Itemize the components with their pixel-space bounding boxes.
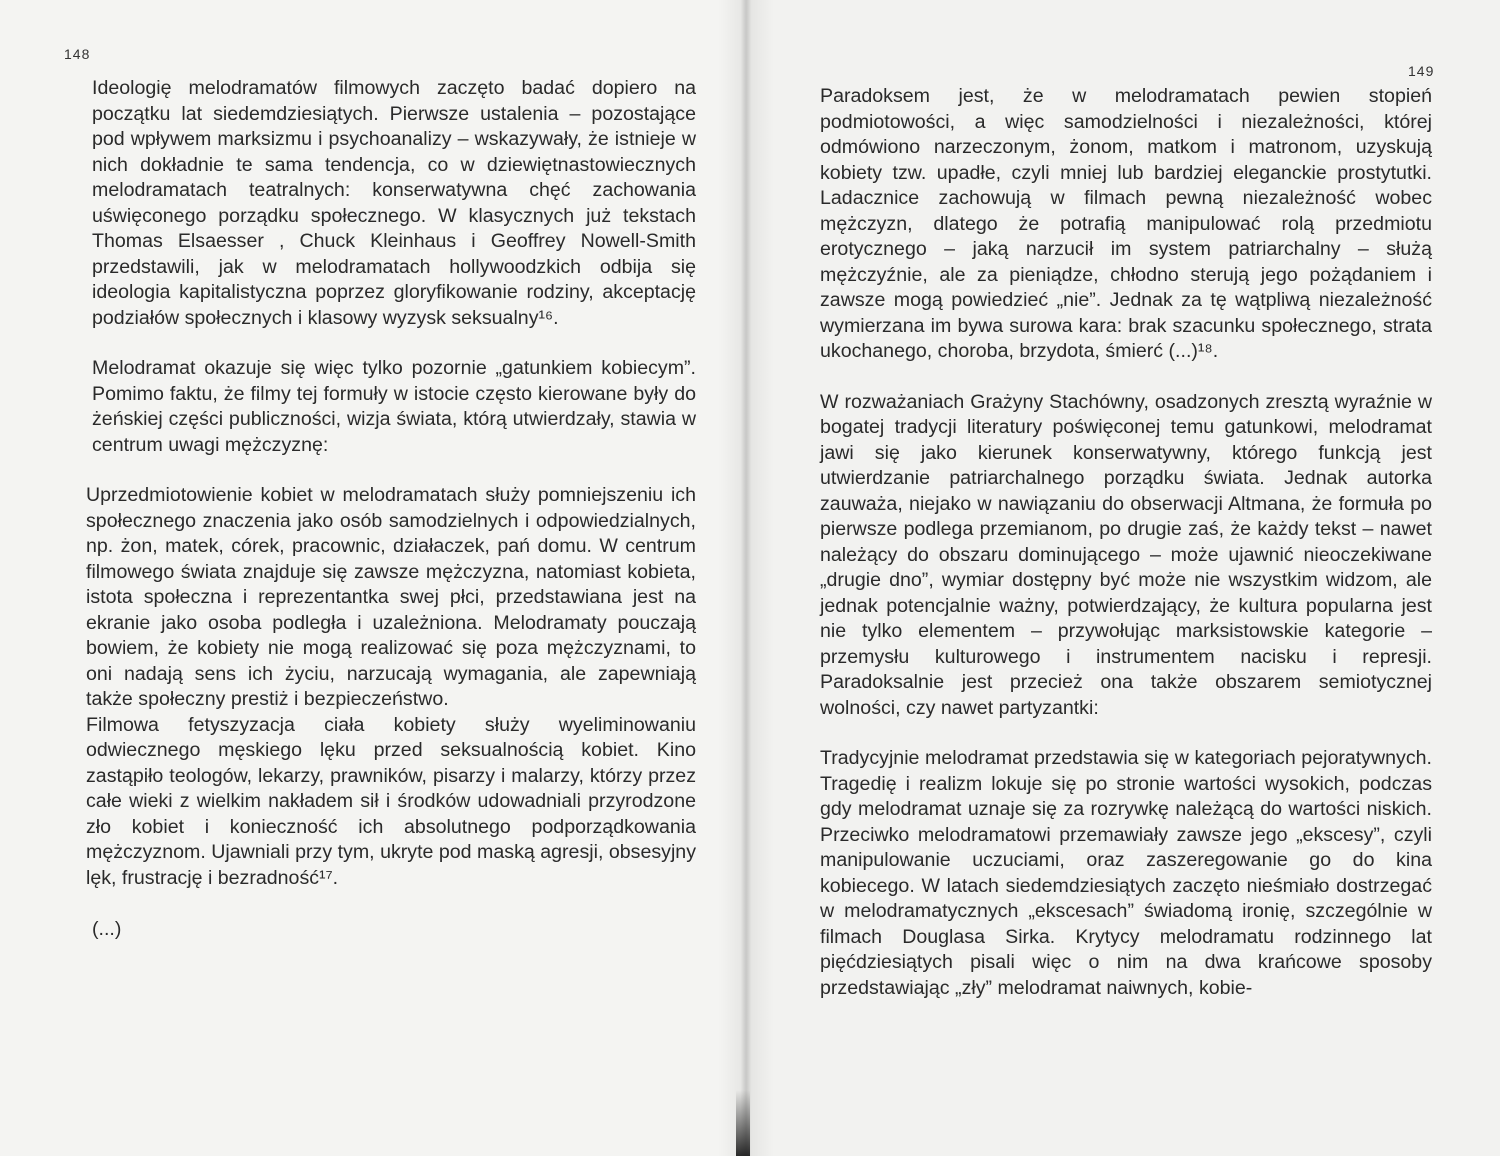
paragraph: W rozważaniach Grażyny Stachówny, osadzonych zresztą wyraźnie w bogatej tradycji literatury poświęconej temu gatunkowi, melodramat jawi się jako kierunek konserwatywny, którego funkcją jest utwierdzanie patriarchalnego porządku świata. Jednak autorka zauważa, niejako w nawiązaniu do obserwacji Altmana, że formuła po pierwsze podlega przemianom, po drugie zaś, że każdy tekst – nawet należący do obszaru dominującego – może ujawnić nieoczekiwane „drugie dno”, wymiar dostępny być może nie wszystkim widzom, ale jednak potencjalnie ważny, potwierdzający, że kultura popularna jest nie tylko elementem – przywołując marksistowskie kategorie – przemysłu kulturowego i instrumentem nacisku i represji. Paradoksalnie jest przecież ona także obszarem semiotycznej wolności, czy nawet partyzantki: [820,390,1432,719]
left-page [0,0,746,1156]
block-quote: Tradycyjnie melodramat przedstawia się w kategoriach pejoratywnych. Tragedię i realizm lokuje się po stronie wartości wysokich, podczas gdy melodramat uznaje się za rozrywkę należącą do wartości niskich. Przeciwko melodramatowi przemawiały zawsze jego „ekscesy”, czyli manipulowanie uczuciami, oraz zaszeregowanie go do kina kobiecego. W latach siedemdziesiątych zaczęto nieśmiało dostrzegać w melodramatycznych „ekscesach” świadomą ironię, szczególnie w filmach Douglasa Sirka. Krytycy melodramatu rodzinnego lat pięćdziesiątych pisali więc o nim na dwa krańcowe sposoby przedstawiając „zły” melodramat naiwnych, kobie- [820,747,1432,999]
right-page-text [820,84,1432,1001]
block-quote: Paradoksem jest, że w melodramatach pewien stopień podmiotowości, a więc samodzielności i niezależności, której odmówiono narzeczonym, żonom, matkom i matronom, uzyskują kobiety tzw. upadłe, czyli mniej lub bardziej eleganckie prostytutki. Ladacznice zachowują w filmach pewną niezależność wobec mężczyzn, dlatego że potrafią manipulować rolą przedmiotu erotycznego – jaką narzucił im system patriarchalny – służą mężczyźnie, ale za pieniądze, chłodno sterują jego pożądaniem i zawsze mogą powiedzieć „nie”. Jednak za tę wątpliwą niezależność wymierzana im bywa surowa kara: brak szacunku społecznego, strata ukochanego, choroba, brzydota, śmierć (...)¹⁸. [820,85,1432,362]
left-page-text [86,76,696,943]
page-number-left: 148 [64,46,91,62]
page-number-right: 149 [1408,63,1435,79]
paragraph: Melodramat okazuje się więc tylko pozornie „gatunkiem kobiecym”. Pomimo faktu, że filmy tej formuły w istocie często kierowane były do żeńskiej części publiczności, wizja świata, którą utwierdzały, stawia w centrum uwagi mężczyznę: [92,357,696,456]
block-quote: Uprzedmiotowienie kobiet w melodramatach służy pomniejszeniu ich społecznego znaczenia jako osób samodzielnych i odpowiedzialnych, np. żon, matek, córek, pracownic, działaczek, pań domu. W centrum filmowego świata znajduje się zawsze mężczyzna, natomiast kobieta, istota społeczna i reprezentantka swej płci, przedstawiana jest na ekranie jako osoba podległa i uzależniona. Melodramaty pouczają bowiem, że kobiety nie mogą realizować się poza mężczyznami, to oni nadają sens ich życiu, narzucają wymagania, ale zapewniają także społeczny prestiż i bezpieczeństwo. [86,484,696,710]
paragraph: Ideologię melodramatów filmowych zaczęto badać dopiero na początku lat siedemdziesiątych. Pierwsze ustalenia – pozostające pod wpływem marksizmu i psychoanalizy – wskazywały, że istnieje w nich dokładnie te sama tendencja, co w dziewiętnastowiecznych melodramatach teatralnych: konserwatywna chęć zachowania uświęconego porządku społecznego. W klasycznych już tekstach Thomas Elsaesser , Chuck Kleinhaus i Geoffrey Nowell-Smith przedstawili, jak w melodramatach hollywoodzkich odbija się ideologia kapitalistyczna poprzez gloryfikowanie rodziny, akceptację podziałów społecznych i klasowy wyzysk seksualny¹⁶. [92,77,696,329]
right-page [746,0,1500,1156]
block-quote: Filmowa fetyszyzacja ciała kobiety służy wyeliminowaniu odwiecznego męskiego lęku przed seksualnością kobiet. Kino zastąpiło teologów, lekarzy, prawników, pisarzy i malarzy, którzy przez całe wieki z wielkim nakładem sił i środków udowadniali przyrodzone zło kobiet i konieczność ich absolutnego podporządkowania mężczyznom. Ujawniali przy tym, ukryte pod maską agresji, obsesyjny lęk, frustrację i bezradność¹⁷. [86,713,696,889]
ellipsis: (...) [92,918,122,940]
